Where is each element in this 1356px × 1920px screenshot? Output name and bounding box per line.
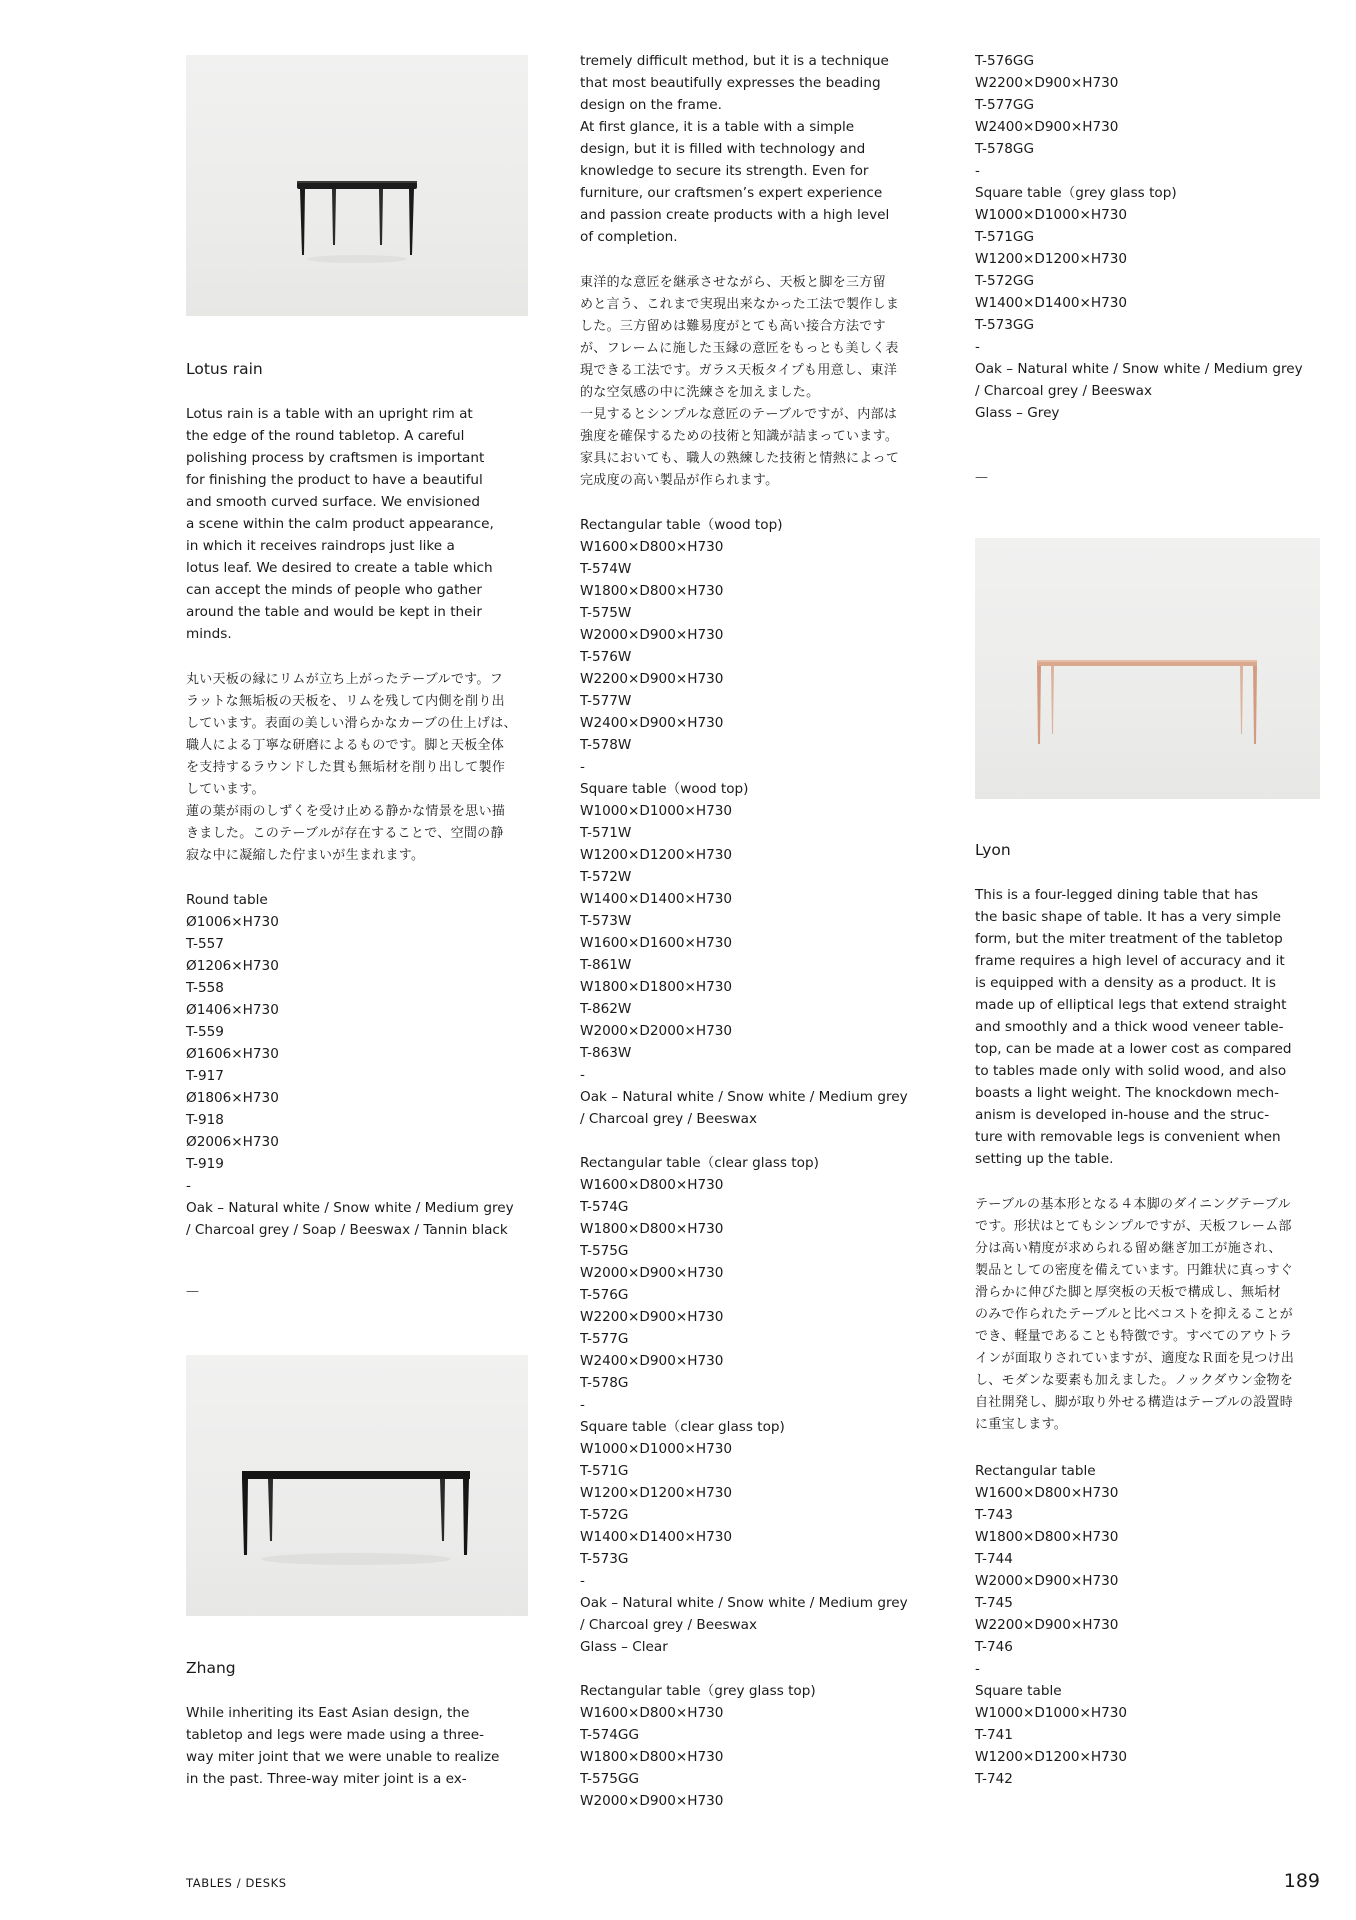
footer-section-label: TABLES / DESKS (186, 1876, 287, 1890)
zhang-title: Zhang (186, 1659, 236, 1677)
lyon-specs: Rectangular table W1600×D800×H730 T-743 W1800×D800×H730 T-744 W2000×D900×H730 T-745 W2200×D900×H730 T-746 - Square table W1000×D1000×H730 T-741 W1200×D1200×H730 T-742 (975, 1463, 1128, 1787)
zhang-specs-part-1: Rectangular table（wood top) W1600×D800×H730 T-574W W1800×D800×H730 T-575W W2000×D900×H730 T-576W W2200×D900×H730 T-577W W2400×D900×H730 T-578W - Square table（wood top) W1000×D1000×H730 T-571W W1200×D1200×H730 T-572W W1400×D1400×H730 T-573W W1600×D1600×H730 T-861W W1800×D1800×H730 T-862W W2000×D2000×H730 T-863W - Oak – Natural white / Snow white / Medium grey / Charcoal grey / Beeswax Rectangular table（clear glass top) W1600×D800×H730 T-574G W1800×D800×H730 T-575G W2000×D900×H730 T-576G W2200×D900×H730 T-577G W2400×D900×H730 T-578G - Square table（clear glass top) W1000×D1000×H730 T-571G W1200×D1200×H730 T-572G W1400×D1400×H730 T-573G - Oak – Natural white / Snow white / Medium grey / Charcoal grey / Beeswax Glass – Clear Rectangular table（grey glass top) W1600×D800×H730 T-574GG W1800×D800×H730 T-575GG W2000×D900×H730 (580, 517, 908, 1809)
zhang-specs-part-2: T-576GG W2200×D900×H730 T-577GG W2400×D900×H730 T-578GG - Square table（grey glass top) W1000×D1000×H730 T-571GG W1200×D1200×H730 T-572GG W1400×D1400×H730 T-573GG - Oak – Natural white / Snow white / Medium grey / Charcoal grey / Beeswax Glass – Grey (975, 53, 1303, 421)
lyon-photo (975, 538, 1320, 799)
zhang-description-en-continued: tremely difficult method, but it is a technique that most beautifully expresses the beading design on the frame. At first glance, it is a table with a simple design, but it is filled with technology and knowledge to secure its strength. Even for furniture, our craftsmen’s expert experience and passion create products with a high level of completion. (580, 53, 890, 245)
lotus-rain-specs: Round table Ø1006×H730 T-557 Ø1206×H730 T-558 Ø1406×H730 T-559 Ø1606×H730 T-917 Ø1806×H730 T-918 Ø2006×H730 T-919 - Oak – Natural white / Snow white / Medium grey / Charcoal grey / Soap / Beeswax / Tannin black (186, 892, 514, 1238)
lotus-rain-table-image (186, 55, 528, 316)
zhang-description-jp: 東洋的な意匠を継承させながら、天板と脚を三方留 めと言う、これまで実現出来なかった工法で製作しま した。三方留めは難易度がとても高い接合方法です が、フレームに施した玉縁の意匠をもっとも美しく表 現できる工法です。ガラス天板タイプも用意し、東洋 的な空気感の中に洗練さを加えました。 一見するとシンプルな意匠のテーブルですが、内部は 強度を確保するための技術と知識が詰まっています。 家具においても、職人の熟練した技術と情熱によって 完成度の高い製品が作られます。 (580, 275, 900, 488)
zhang-table-image (186, 1355, 528, 1616)
lyon-table-image (975, 538, 1320, 799)
zhang-description-en: While inheriting its East Asian design, the tabletop and legs were made using a three- way miter joint that we were unable to realize in the past. Three-way miter joint is a ex- (186, 1705, 500, 1787)
lyon-description-jp: テーブルの基本形となる４本脚のダイニングテーブル です。形状はとてもシンプルですが、天板フレーム部 分は高い精度が求められる留め継ぎ加工が施され、 製品としての密度を備えています。円錐状に真っすぐ 滑らかに伸びた脚と厚突板の天板で構成し、無垢材 のみで作られたテーブルと比べコストを抑えることが でき、軽量であることも特徴です。すべてのアウトラ インが面取りされていますが、適度なＲ面を見つけ出 し、モダンな要素も加えました。ノックダウン金物を 自社開発し、脚が取り外せる構造はテーブルの設置時 に重宝します。 (975, 1197, 1295, 1432)
lyon-title: Lyon (975, 841, 1011, 859)
section-divider: — (975, 470, 988, 485)
lotus-rain-title: Lotus rain (186, 360, 263, 378)
zhang-photo (186, 1355, 528, 1616)
page-number: 189 (1283, 1870, 1320, 1892)
lotus-rain-photo (186, 55, 528, 316)
section-divider: — (186, 1284, 199, 1299)
lotus-rain-description-jp: 丸い天板の縁にリムが立ち上がったテーブルです。フ ラットな無垢板の天板を、リムを残して内側を削り出 しています。表面の美しい滑らかなカーブの仕上げは、 職人による丁寧な研磨によるものです。脚と天板全体 を支持するラウンドした貫も無垢材を削り出して製作 しています。 蓮の葉が雨のしずくを受け止める静かな情景を思い描 きました。このテーブルが存在することで、空間の静 寂な中に凝縮した佇まいが生まれます。 (186, 672, 517, 863)
lotus-rain-description-en: Lotus rain is a table with an upright rim at the edge of the round tabletop. A careful polishing process by craftsmen is important for finishing the product to have a beautiful and smooth curved surface. We envisioned a scene within the calm product appearance, in which it receives raindrops just like a lotus leaf. We desired to create a table which can accept the minds of people who gather around the table and would be kept in their minds. (186, 406, 494, 642)
lyon-description-en: This is a four-legged dining table that has the basic shape of table. It has a very simple form, but the miter treatment of the tabletop frame requires a high level of accuracy and it is equipped with a density as a product. It is made up of elliptical legs that extend straight and smoothly and a thick wood veneer table- top, can be made at a lower cost as compared to tables made only with solid wood, and also boasts a light weight. The knockdown mech- anism is developed in-house and the struc- ture with removable legs is convenient when setting up the table. (975, 887, 1292, 1167)
